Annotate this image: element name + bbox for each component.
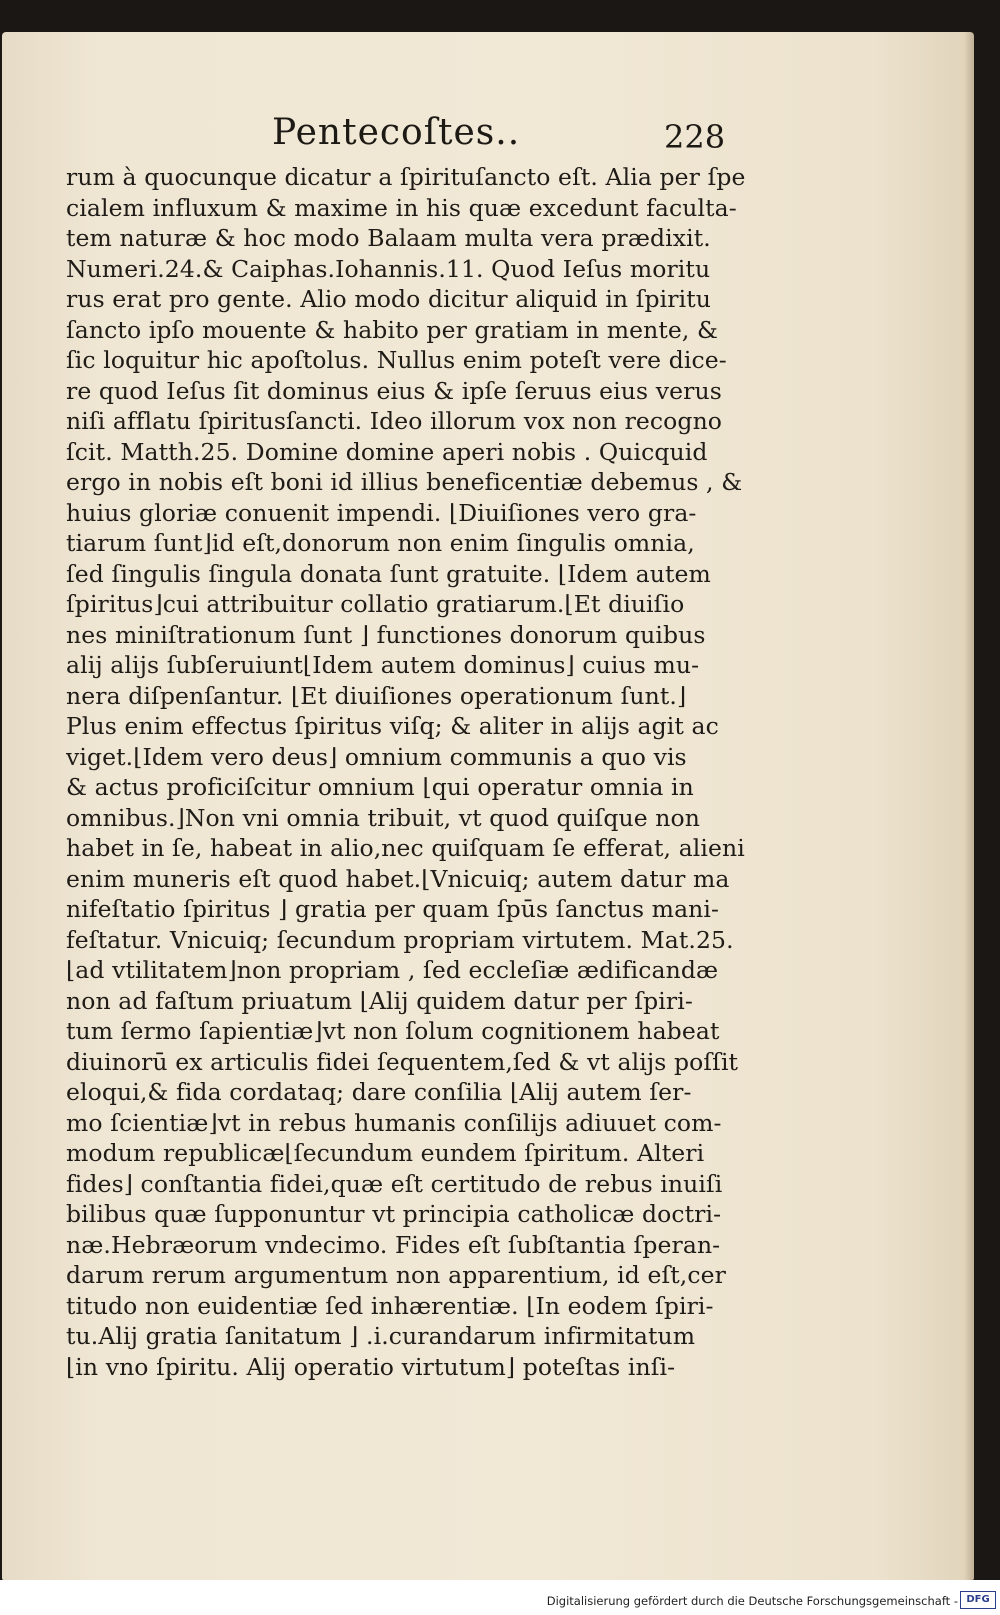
text-line: ſic loquitur hic apoſtolus. Nullus enim poteſt vere dice-: [66, 346, 727, 374]
text-line: Plus enim effectus ſpiritus viſq; & aliter in alijs agit ac: [66, 712, 719, 740]
funding-credit: Digitalisierung gefördert durch die Deutsche Forschungsgemeinschaft -: [546, 1594, 958, 1608]
text-line: habet in ſe, habeat in alio,nec quiſquam ſe efferat, alieni: [66, 834, 745, 862]
text-line: fides⌋ conſtantia fidei,quæ eſt certitudo de rebus inuiſi: [66, 1169, 723, 1198]
text-line: Numeri.24.& Caiphas.Iohannis.11. Quod Ieſus moritu: [66, 254, 711, 283]
text-line: eloqui,& fida cordataq; dare conſilia ⌊Alij autem ſer-: [66, 1078, 692, 1106]
text-line: cialem influxum & maxime in his quæ excedunt faculta-: [66, 193, 737, 222]
footer-bar: [0, 1580, 1000, 1615]
text-line: ſcit. Matth.25. Domine domine aperi nobis . Quicquid: [66, 437, 708, 466]
page-number: 228: [664, 118, 726, 156]
text-line: rum à quocunque dicatur a ſpirituſancto eſt. Alia per ſpe: [66, 163, 746, 191]
text-line: darum rerum argumentum non apparentium, id eſt,cer: [66, 1261, 726, 1289]
text-line: nera diſpenſantur. ⌊Et diuiſiones operationum ſunt.⌋: [66, 681, 687, 710]
text-line: omnibus.⌋Non vni omnia tribuit, vt quod quiſque non: [66, 803, 700, 832]
text-line: alij alijs ſubſeruiunt⌊Idem autem dominus⌋ cuius mu-: [66, 651, 700, 679]
text-line: tem naturæ & hoc modo Balaam multa vera prædixit.: [66, 224, 711, 252]
text-line: ⌊in vno ſpiritu. Alij operatio virtutum⌋ poteſtas inſi-: [66, 1352, 676, 1381]
book-page: [2, 32, 974, 1580]
text-line: ſancto ipſo mouente & habito per gratiam in mente, &: [66, 315, 719, 344]
page-edge-shadow: [964, 32, 974, 1580]
text-line: nifeſtatio ſpiritus ⌋ gratia per quam ſpūs ſanctus mani-: [66, 895, 720, 923]
text-line: rus erat pro gente. Alio modo dicitur aliquid in ſpiritu: [66, 285, 712, 313]
dfg-logo: DFG: [960, 1591, 996, 1609]
text-line: titudo non euidentiæ ſed inhærentiæ. ⌊In eodem ſpiri-: [66, 1291, 714, 1320]
text-line: ergo in nobis eſt boni id illius beneficentiæ debemus , &: [66, 468, 743, 496]
running-head: Pentecoſtes..: [272, 112, 521, 153]
text-line: viget.⌊Idem vero deus⌋ omnium communis a quo vis: [66, 742, 687, 771]
text-line: ſpiritus⌋cui attribuitur collatio gratiarum.⌊Et diuiſio: [66, 590, 685, 618]
text-line: non ad faſtum priuatum ⌊Alij quidem datur per ſpiri-: [66, 986, 693, 1015]
text-line: niſi afflatu ſpiritusſancti. Ideo illorum vox non recogno: [66, 407, 723, 435]
text-line: tum ſermo ſapientiæ⌋vt non ſolum cognitionem habeat: [66, 1017, 720, 1045]
text-line: re quod Ieſus ſit dominus eius & ipſe ſeruus eius verus: [66, 376, 722, 405]
page-header: [2, 94, 974, 154]
text-line: diuinorū ex articulis fidei ſequentem,ſed & vt alijs poſſit: [66, 1047, 739, 1076]
text-line: mo ſcientiæ⌋vt in rebus humanis conſilijs adiuuet com-: [66, 1108, 722, 1137]
body-text: [66, 162, 776, 1382]
text-line: huius gloriæ conuenit impendi. ⌊Diuiſiones vero gra-: [66, 498, 697, 527]
text-line: enim muneris eſt quod habet.⌊Vnicuiq; autem datur ma: [66, 864, 730, 893]
text-line: & actus proficiſcitur omnium ⌊qui operatur omnia in: [66, 773, 694, 801]
text-line: næ.Hebræorum vndecimo. Fides eſt ſubſtantia ſperan-: [66, 1230, 721, 1259]
text-line: bilibus quæ ſupponuntur vt principia catholicæ doctri-: [66, 1200, 722, 1228]
text-line: tiarum ſunt⌋id eſt,donorum non enim ſingulis omnia,: [66, 529, 695, 557]
text-line: nes miniſtrationum ſunt ⌋ functiones donorum quibus: [66, 620, 706, 649]
text-line: modum republicæ⌊ſecundum eundem ſpiritum. Alteri: [66, 1139, 705, 1167]
text-line: ſed ſingulis ſingula donata ſunt gratuite. ⌊Idem autem: [66, 559, 711, 588]
text-line: ⌊ad vtilitatem⌋non propriam , ſed eccleſiæ ædificandæ: [66, 956, 719, 984]
text-line: tu.Alij gratia ſanitatum ⌋ .i.curandarum infirmitatum: [66, 1322, 696, 1350]
text-line: feſtatur. Vnicuiq; ſecundum propriam virtutem. Mat.25.: [66, 925, 734, 954]
